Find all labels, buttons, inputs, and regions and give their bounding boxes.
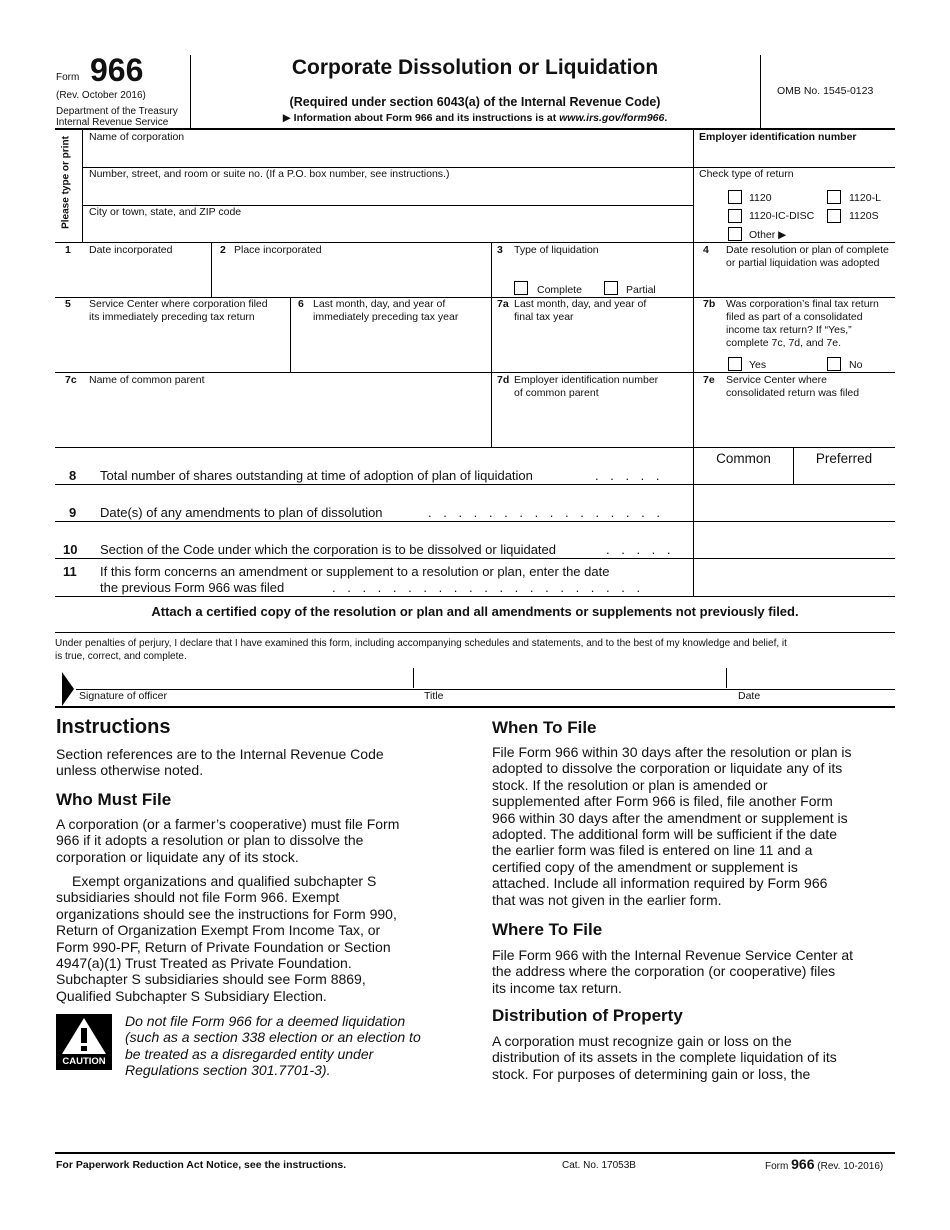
signature-field[interactable] (76, 668, 410, 688)
place-incorporated-field[interactable] (214, 260, 488, 294)
preceding-tax-year-label-1: Last month, day, and year of (313, 298, 446, 310)
info-line: ▶ Information about Form 966 and its instructions is at www.irs.gov/form966. (282, 112, 668, 124)
line-11-number: 11 (63, 564, 77, 579)
resolution-date-field[interactable] (696, 272, 892, 294)
label-1120s: 1120S (849, 210, 879, 222)
shares-outstanding-field[interactable] (696, 486, 892, 519)
consolidated-center-label-2: consolidated return was filed (726, 387, 860, 399)
line-9-number: 9 (69, 505, 77, 520)
line-11-leader: . . . . . . . . . . . . . . . . . . . . . (332, 580, 645, 595)
previous-form-label-1: If this form concerns an amendment or supplement to a resolution or plan, enter the date (100, 564, 610, 579)
form-subtitle: (Required under section 6043(a) of the Internal Revenue Code) (289, 95, 661, 109)
where-to-file-heading: Where To File (492, 920, 603, 939)
checkbox-complete[interactable] (514, 281, 528, 295)
common-parent-field[interactable] (84, 390, 488, 444)
date-incorporated-label: Date incorporated (89, 244, 173, 256)
parent-ein-label-1: Employer identification number (514, 374, 659, 386)
service-center-label-2: its immediately preceding tax return (89, 311, 255, 323)
line-9-leader: . . . . . . . . . . . . . . . . (428, 505, 664, 520)
title-field[interactable] (416, 668, 723, 688)
type-or-print-label: Please type or print (60, 136, 72, 229)
previous-form-label-2: the previous Form 966 was filed (100, 580, 285, 595)
who-must-file-paragraph-2: Exempt organizations and qualified subchapter S subsidiaries should not file Form 966. Exempt organizations should see the instructions for Form 990, Return of Organization Exempt From Income Tax, or Form 990-PF, Return of Private Foundation or Section 4947(a)(1) Trust Treated as Private Foundation. Subchapter S subsidiaries should see Form 8869, Qualified Subchapter S Subsidiary Election. (56, 873, 397, 1004)
omb-number: OMB No. 1545-0123 (777, 85, 874, 97)
where-to-file-paragraph: File Form 966 with the Internal Revenue Service Center at the address where the corporation (or cooperative) files its income tax return. (492, 947, 854, 996)
shares-outstanding-label: Total number of shares outstanding at time of adoption of plan of liquidation (100, 468, 533, 483)
line-6-number: 6 (298, 298, 304, 310)
when-to-file-paragraph: File Form 966 within 30 days after the resolution or plan is adopted to dissolve the corporation or liquidate any of its stock. If the resolution or plan is amended or supplemented after Form 966 is filed, file another Form 966 within 30 days after the amendment or supplement is adopted. The additional form will be sufficient if the date the earlier form was filed is entered on line 11 and a certified copy of the amendment or supplement is attached. Include all information required by Form 966 that was not given in the earlier form. (492, 744, 852, 908)
sign-here-arrow-icon (62, 672, 74, 706)
parent-ein-field[interactable] (494, 402, 690, 444)
line-8-number: 8 (69, 468, 77, 483)
form-header (0, 0, 950, 130)
signature-label: Signature of officer (79, 690, 167, 702)
final-tax-year-field[interactable] (494, 328, 690, 370)
name-of-corporation-field[interactable] (84, 142, 688, 164)
label-1120: 1120 (749, 192, 772, 204)
resolution-date-label-2: or partial liquidation was adopted (726, 257, 880, 269)
other-field[interactable] (790, 227, 890, 240)
consolidated-center-field[interactable] (696, 402, 892, 444)
revision-date: (Rev. October 2016) (56, 90, 146, 101)
line-7d-number: 7d (497, 374, 510, 386)
city-state-zip-label: City or town, state, and ZIP code (89, 206, 242, 218)
no-label: No (849, 359, 863, 371)
perjury-statement-1: Under penalties of perjury, I declare that I have examined this form, including accompanying schedules and statements, and to the best of my knowledge and belief, it (55, 638, 787, 649)
form-word: Form (56, 72, 80, 83)
line-8-leader: . . . . . (595, 468, 664, 483)
footer-form-id: Form 966 (Rev. 10-2016) (765, 1156, 884, 1172)
code-section-field[interactable] (696, 560, 892, 593)
who-must-file-paragraph-1: A corporation (or a farmer’s cooperative) must file Form 966 if it adopts a resolution or plan to dissolve the corporation or liquidate any of its stock. (56, 816, 400, 865)
amendment-dates-field[interactable] (696, 523, 892, 556)
line-10-number: 10 (63, 542, 78, 557)
checkbox-1120[interactable] (728, 190, 742, 204)
street-address-label: Number, street, and room or suite no. (If a P.O. box number, see instructions.) (89, 168, 450, 180)
info-url[interactable]: www.irs.gov/form966 (559, 112, 665, 124)
checkbox-1120s[interactable] (827, 209, 841, 223)
perjury-statement-2: is true, correct, and complete. (55, 651, 187, 662)
form-title: Corporate Dissolution or Liquidation (291, 56, 659, 79)
caution-label: CAUTION (62, 1056, 106, 1067)
common-column-header: Common (716, 451, 771, 466)
line-7e-number: 7e (703, 374, 715, 386)
form-number: 966 (90, 52, 144, 88)
consolidated-question-1: Was corporation’s final tax return (726, 298, 879, 310)
ein-field[interactable] (696, 144, 892, 166)
code-section-label: Section of the Code under which the corporation is to be dissolved or liquidated (100, 542, 557, 557)
consolidated-question-2: filed as part of a consolidated (726, 311, 863, 323)
date-field[interactable] (729, 668, 892, 688)
preferred-column-header: Preferred (815, 451, 873, 466)
type-of-liquidation-label: Type of liquidation (514, 244, 599, 256)
preceding-tax-year-field[interactable] (293, 328, 488, 370)
line-7b-number: 7b (703, 298, 716, 310)
checkbox-1120-ic-disc[interactable] (728, 209, 742, 223)
checkbox-yes[interactable] (728, 357, 742, 371)
yes-label: Yes (749, 359, 767, 371)
label-1120-l: 1120-L (849, 192, 881, 204)
line-5-number: 5 (65, 298, 71, 310)
complete-label: Complete (537, 284, 582, 296)
checkbox-no[interactable] (827, 357, 841, 371)
label-1120-ic-disc: 1120-IC-DISC (749, 210, 815, 222)
common-parent-label: Name of common parent (89, 374, 205, 386)
line-7a-number: 7a (497, 298, 509, 310)
resolution-date-label-1: Date resolution or plan of complete (726, 244, 889, 256)
date-label: Date (738, 690, 761, 702)
line-4-number: 4 (703, 244, 709, 256)
service-center-field[interactable] (84, 328, 286, 370)
distribution-of-property-paragraph: A corporation must recognize gain or loss on the distribution of its assets in the complete liquidation of its stock. For purposes of determining gain or loss, the (492, 1033, 837, 1082)
department: Department of the Treasury (56, 106, 178, 117)
parent-ein-label-2: of common parent (514, 387, 599, 399)
line-2-number: 2 (220, 244, 226, 256)
name-of-corporation-label: Name of corporation (89, 131, 185, 143)
street-address-field[interactable] (84, 182, 688, 202)
agency: Internal Revenue Service (56, 117, 169, 128)
catalog-number: Cat. No. 17053B (562, 1160, 636, 1171)
city-state-zip-field[interactable] (84, 220, 688, 240)
consolidated-question-3: income tax return? If “Yes,” (726, 324, 852, 336)
label-other: Other ▶ (749, 229, 787, 241)
instructions-heading: Instructions (56, 716, 171, 738)
caution-icon (56, 1014, 112, 1070)
ein-label: Employer identification number (699, 131, 857, 143)
line-1-number: 1 (65, 244, 71, 256)
line-10-leader: . . . . . (606, 542, 675, 557)
caution-text: Do not file Form 966 for a deemed liquidation (such as a section 338 election or an election to be treated as a disregarded entity under Regulations section 301.7701-3). (125, 1013, 421, 1079)
checkbox-1120-l[interactable] (827, 190, 841, 204)
title-label: Title (424, 690, 444, 702)
date-incorporated-field[interactable] (84, 260, 208, 294)
preceding-tax-year-label-2: immediately preceding tax year (313, 311, 459, 323)
consolidated-center-label-1: Service Center where (726, 374, 827, 386)
line-7c-number: 7c (65, 374, 77, 386)
place-incorporated-label: Place incorporated (234, 244, 322, 256)
paperwork-notice: For Paperwork Reduction Act Notice, see the instructions. (56, 1159, 347, 1171)
line-3-number: 3 (497, 244, 503, 256)
intro-text: Section references are to the Internal Revenue Code unless otherwise noted. (56, 746, 384, 779)
final-tax-year-label-1: Last month, day, and year of (514, 298, 647, 310)
when-to-file-heading: When To File (492, 718, 597, 737)
checkbox-other[interactable] (728, 227, 742, 241)
attach-notice: Attach a certified copy of the resolution or plan and all amendments or supplements not previously filed. (151, 604, 799, 619)
check-type-label: Check type of return (699, 168, 794, 180)
consolidated-question-4: complete 7c, 7d, and 7e. (726, 337, 841, 349)
service-center-label-1: Service Center where corporation filed (89, 298, 268, 310)
final-tax-year-label-2: final tax year (514, 311, 574, 323)
amendment-dates-label: Date(s) of any amendments to plan of dissolution (100, 505, 383, 520)
who-must-file-heading: Who Must File (56, 790, 172, 809)
distribution-of-property-heading: Distribution of Property (492, 1006, 683, 1025)
checkbox-partial[interactable] (604, 281, 618, 295)
partial-label: Partial (626, 284, 656, 296)
